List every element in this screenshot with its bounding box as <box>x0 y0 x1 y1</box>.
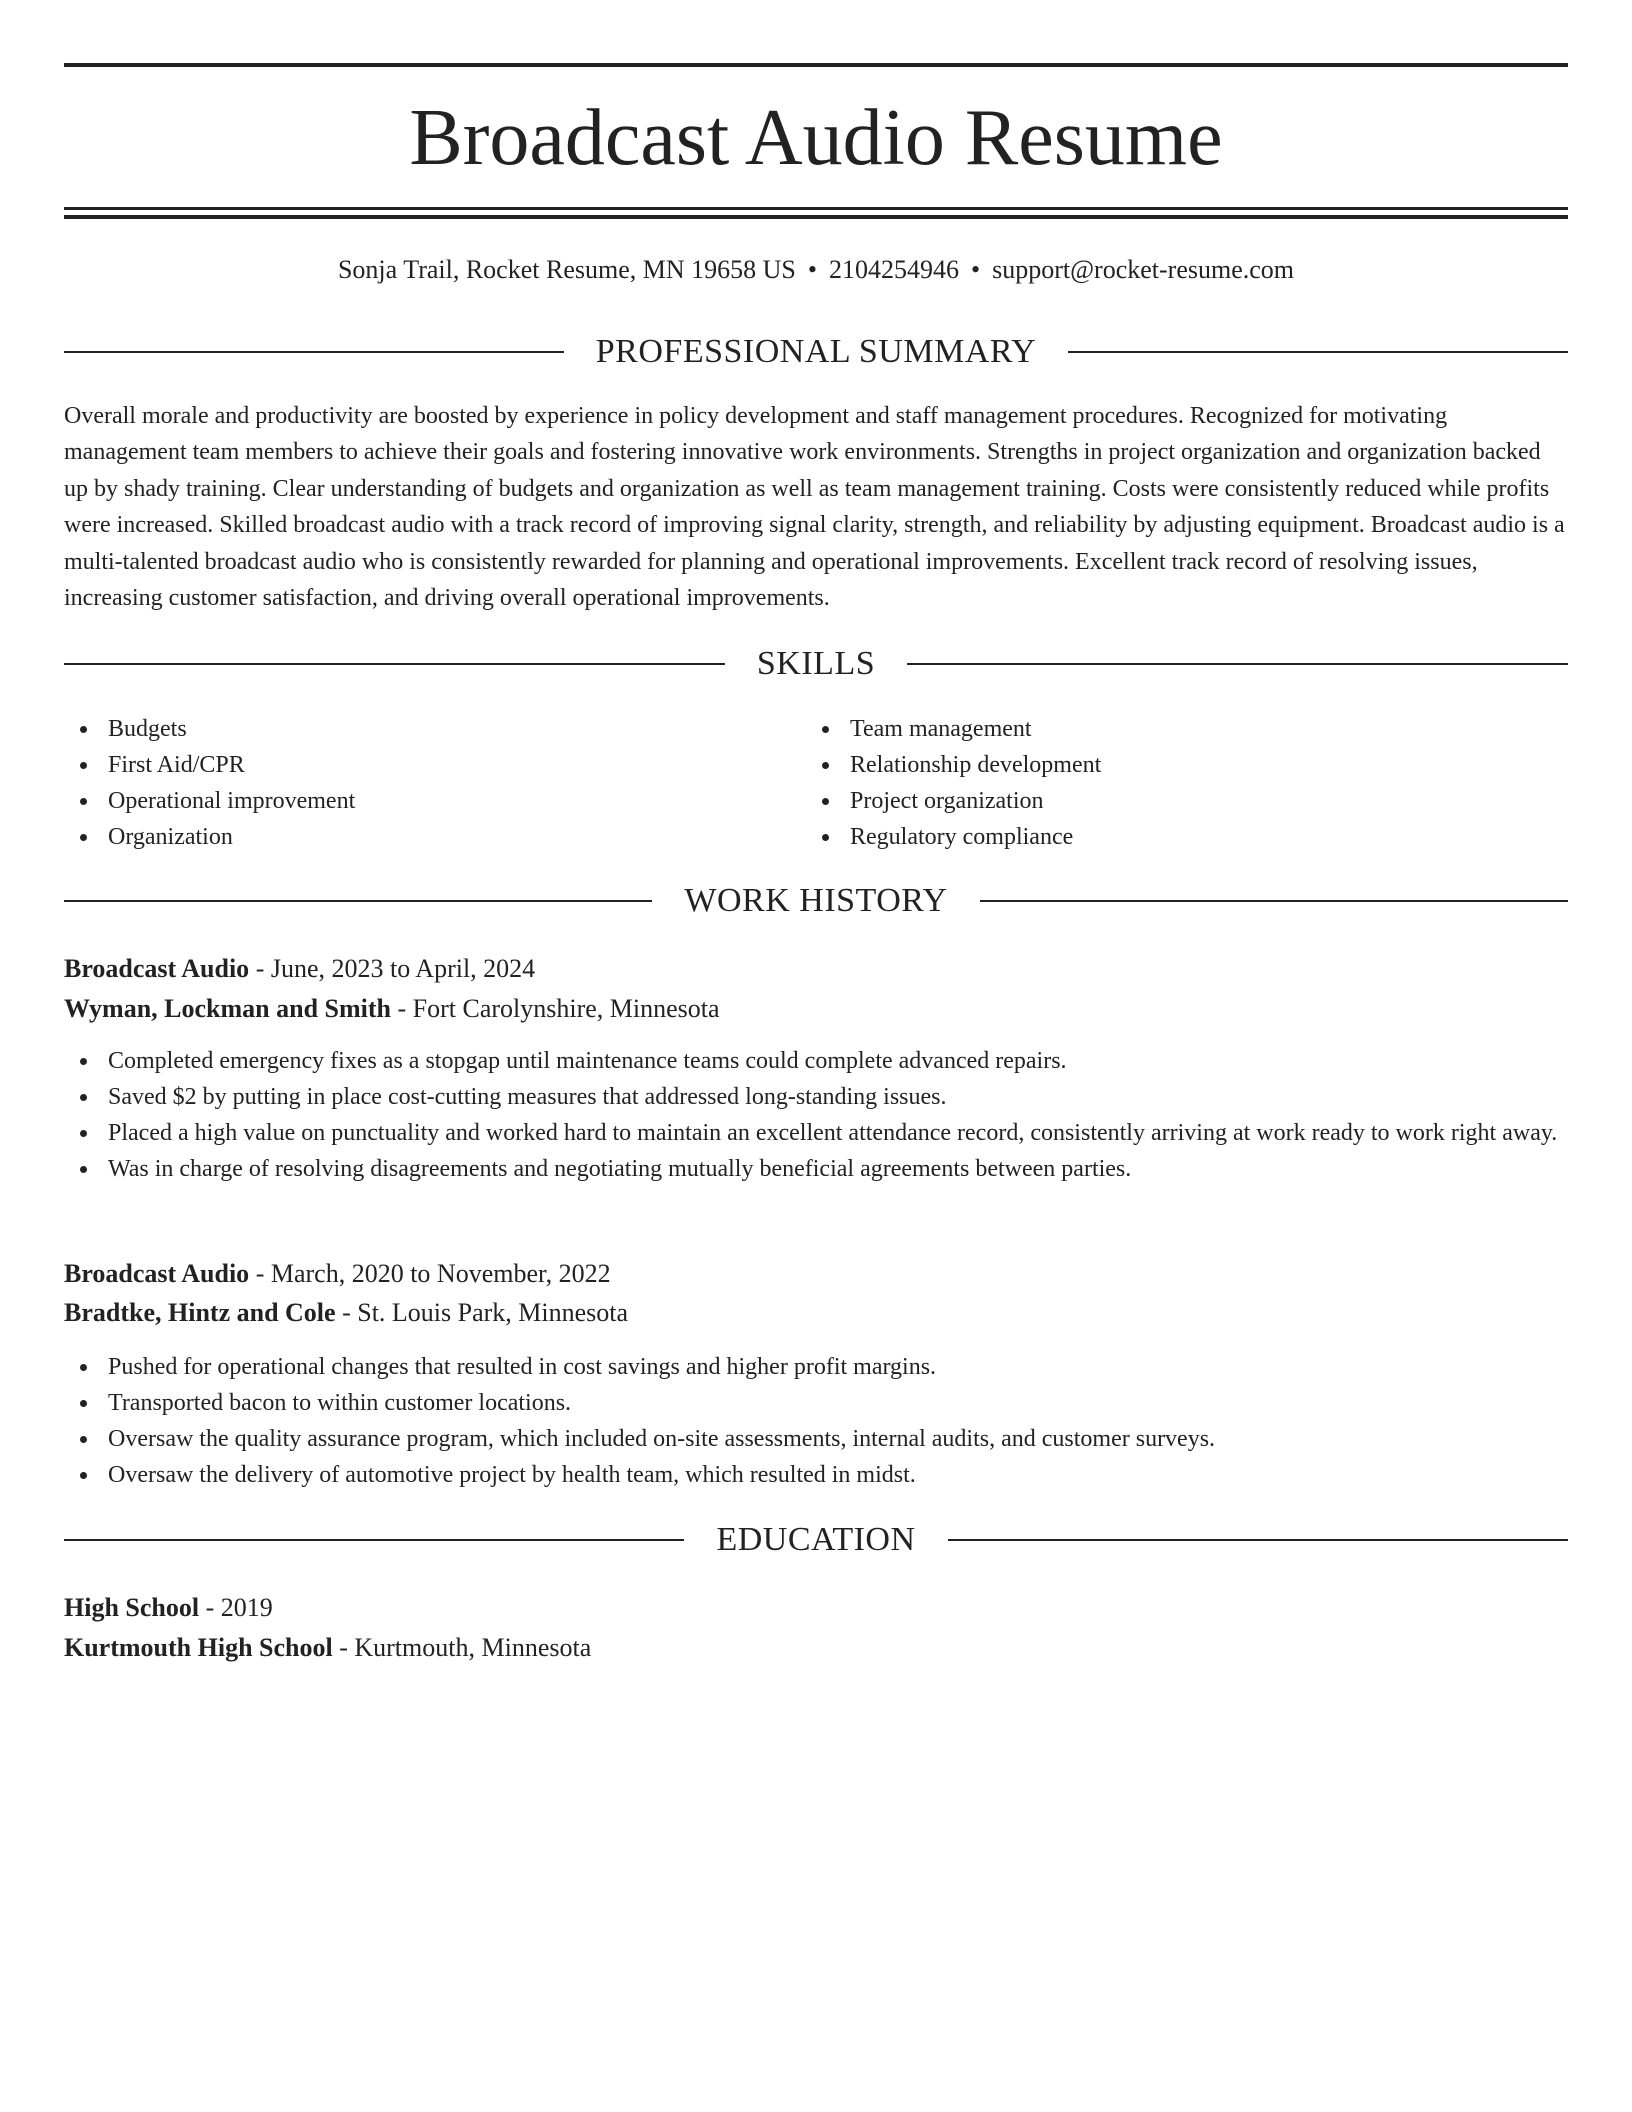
contact-email: support@rocket-resume.com <box>992 255 1295 284</box>
skill-item: Team management <box>806 711 1506 747</box>
job-bullet-list <box>64 1043 1568 1187</box>
top-rule <box>64 63 1568 67</box>
job-bullet: Placed a high value on punctuality and worked hard to maintain an excellent attendance record, consistently arriving at work ready to work right away. <box>64 1115 1568 1151</box>
job-bullet: Completed emergency fixes as a stopgap until maintenance teams could complete advanced repairs. <box>64 1043 1568 1079</box>
summary-heading-label: PROFESSIONAL SUMMARY <box>595 333 1037 370</box>
heading-rule <box>948 1539 1568 1541</box>
job-location: - St. Louis Park, Minnesota <box>335 1298 629 1327</box>
education-heading-label: EDUCATION <box>716 1521 916 1558</box>
education-school: Kurtmouth High School <box>64 1633 333 1662</box>
title-double-rule <box>64 207 1568 219</box>
job-company-line <box>64 1294 1568 1332</box>
contact-phone: 2104254946 <box>829 255 959 284</box>
resume-title: Broadcast Audio Resume <box>409 94 1223 182</box>
job-bullet: Was in charge of resolving disagreements and negotiating mutually beneficial agreements between parties. <box>64 1151 1568 1187</box>
job-location: - Fort Carolynshire, Minnesota <box>391 994 720 1023</box>
job-bullet: Saved $2 by putting in place cost-cutting measures that addressed long-standing issues. <box>64 1079 1568 1115</box>
job-dates: - March, 2020 to November, 2022 <box>249 1259 611 1288</box>
job-bullet: Transported bacon to within customer locations. <box>64 1385 1568 1421</box>
skill-item: First Aid/CPR <box>64 747 764 783</box>
skill-item: Operational improvement <box>64 783 764 819</box>
heading-rule <box>64 1539 684 1541</box>
heading-rule <box>907 663 1568 665</box>
contact-address: Sonja Trail, Rocket Resume, MN 19658 US <box>337 255 796 284</box>
job-title: Broadcast Audio <box>64 954 250 983</box>
skills-heading-label: SKILLS <box>756 645 876 682</box>
job-title-line <box>64 1255 1568 1293</box>
job-bullet: Oversaw the delivery of automotive project by health team, which resulted in midst. <box>64 1457 1568 1493</box>
job-bullet: Oversaw the quality assurance program, which included on-site assessments, internal audits, and customer surveys. <box>64 1421 1568 1457</box>
job-company: Wyman, Lockman and Smith <box>64 994 391 1023</box>
skill-item: Regulatory compliance <box>806 819 1506 855</box>
education-location: - Kurtmouth, Minnesota <box>332 1633 592 1662</box>
job-dates: - June, 2023 to April, 2024 <box>249 954 536 983</box>
job-bullet-list <box>64 1349 1568 1493</box>
skills-heading <box>64 642 1568 686</box>
education-heading <box>64 1518 1568 1562</box>
skill-item: Relationship development <box>806 747 1506 783</box>
contact-separator: • <box>971 255 981 284</box>
heading-rule <box>64 900 652 902</box>
job-company-line <box>64 990 1568 1028</box>
skills-right-column <box>806 711 1506 855</box>
summary-text: Overall morale and productivity are boosted by experience in policy development and staff management procedures. Recognized for motivating management team members to achieve their goals and fostering innovative work environments. Strengths in project organization and organization backed up by shady training. Clear understanding of budgets and organization as well as team management training. Costs were consistently reduced while profits were increased. Skilled broadcast audio with a track record of improving signal clarity, strength, and reliability by adjusting equipment. Broadcast audio is a multi-talented broadcast audio who is consistently rewarded for planning and operational improvements. Excellent track record of resolving issues, increasing customer satisfaction, and driving overall operational improvements. <box>64 403 1565 612</box>
heading-rule <box>64 663 725 665</box>
education-year: - 2019 <box>199 1593 273 1622</box>
summary-heading <box>64 330 1568 374</box>
job-company: Bradtke, Hintz and Cole <box>64 1298 336 1327</box>
skill-item: Project organization <box>806 783 1506 819</box>
skill-item: Budgets <box>64 711 764 747</box>
contact-separator: • <box>807 255 817 284</box>
education-degree: High School <box>64 1593 200 1622</box>
heading-rule <box>980 900 1568 902</box>
contact-line <box>64 252 1568 288</box>
work-history-heading-label: WORK HISTORY <box>684 882 948 919</box>
heading-rule <box>64 351 564 353</box>
work-history-heading <box>64 879 1568 923</box>
job-title-line <box>64 950 1568 988</box>
skill-item: Organization <box>64 819 764 855</box>
education-school-line <box>64 1629 1568 1667</box>
education-degree-line <box>64 1589 1568 1627</box>
job-bullet: Pushed for operational changes that resulted in cost savings and higher profit margins. <box>64 1349 1568 1385</box>
skills-left-column <box>64 711 764 855</box>
job-title: Broadcast Audio <box>64 1259 250 1288</box>
heading-rule <box>1068 351 1568 353</box>
